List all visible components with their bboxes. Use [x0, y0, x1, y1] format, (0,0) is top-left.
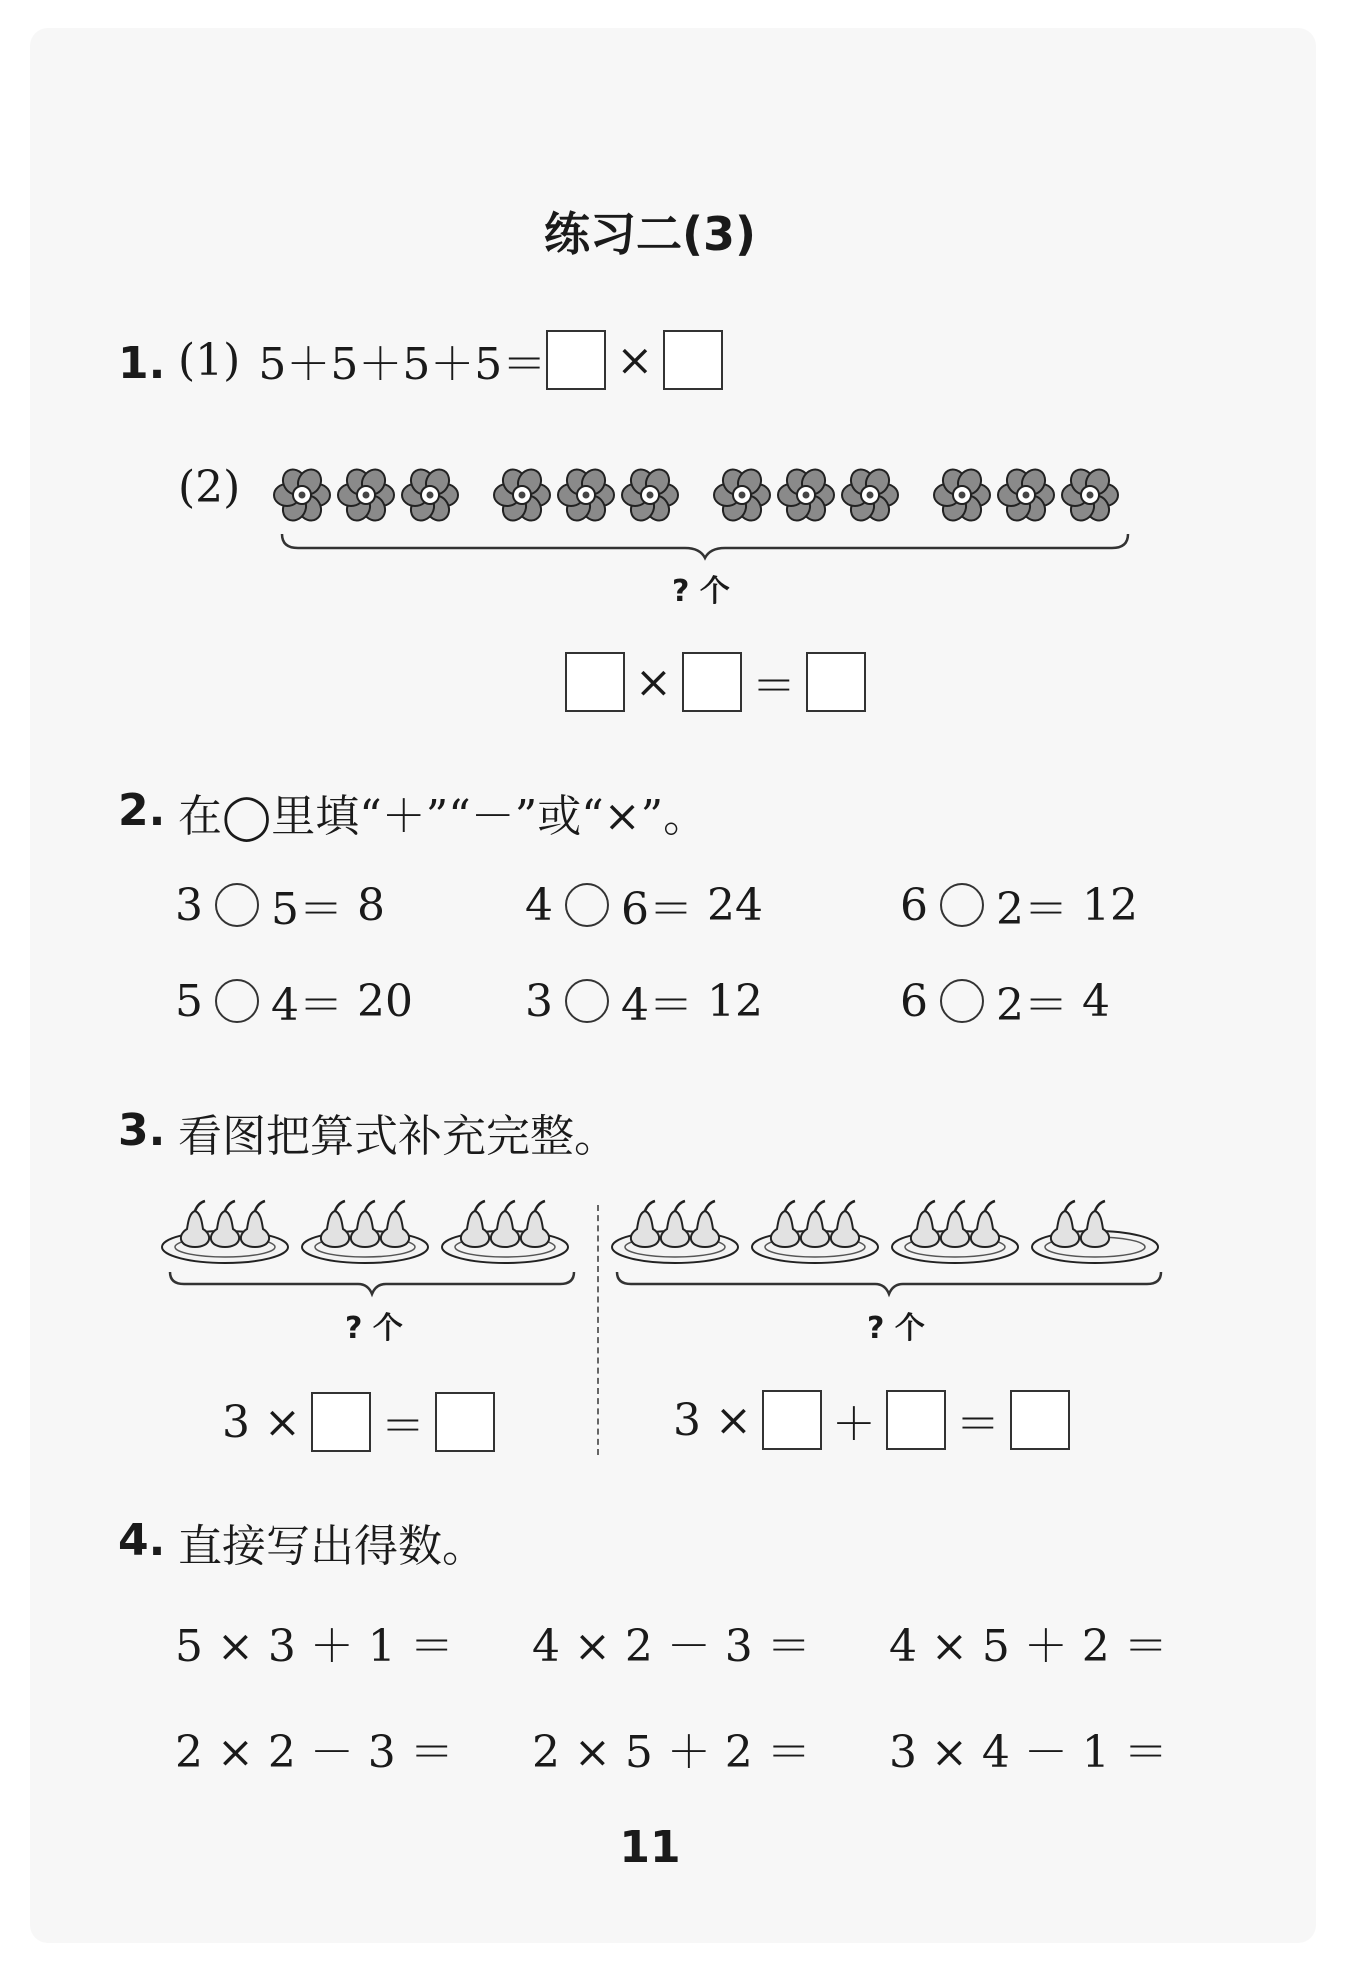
pear-icon	[1081, 1201, 1109, 1247]
pear-icon	[461, 1201, 489, 1247]
answer-box[interactable]	[565, 652, 625, 712]
operator-circle[interactable]	[940, 883, 984, 927]
pear-icon	[831, 1201, 859, 1247]
flower-icon	[338, 465, 394, 524]
operator-circle[interactable]	[565, 979, 609, 1023]
q3-left-label: ? 个	[345, 1311, 403, 1346]
q4-row	[175, 1716, 1225, 1780]
operator-circle[interactable]	[565, 883, 609, 927]
pear-icon	[941, 1201, 969, 1247]
q4-item: 4 × 2 － 3 ＝	[532, 1621, 811, 1672]
q4-item: 4 × 5 ＋ 2 ＝	[889, 1621, 1168, 1672]
q1-part2-equation	[565, 650, 866, 714]
pear-icon	[321, 1201, 349, 1247]
q3-left-equation: 3 × ＝	[222, 1390, 495, 1454]
q2-item: 6 2＝ 12	[900, 879, 1138, 935]
pear-icon	[351, 1201, 379, 1247]
pear-icon	[211, 1201, 239, 1247]
pear-icon	[241, 1201, 269, 1247]
q3-right-brace	[615, 1268, 1165, 1298]
q3-left-brace	[168, 1268, 578, 1298]
pear-icon	[771, 1201, 799, 1247]
q2-item: 5 4＝ 20	[175, 975, 413, 1031]
times-sign: ×	[635, 656, 672, 708]
q1-part1-expression: 5＋5＋5＋5＝	[258, 339, 547, 390]
q4-item: 2 × 2 － 3 ＝	[175, 1727, 454, 1778]
answer-box[interactable]	[682, 652, 742, 712]
q1-brace	[280, 530, 1130, 560]
plate-icon	[442, 1201, 568, 1263]
pear-icon	[1051, 1201, 1079, 1247]
q3-instruction: 看图把算式补充完整。	[178, 1111, 618, 1162]
plate-icon	[162, 1201, 288, 1263]
flower-icon	[402, 465, 458, 524]
q1-part1-equation	[178, 328, 723, 392]
flower-icon	[714, 465, 770, 524]
q2-row	[175, 875, 1225, 935]
plate-icon	[302, 1201, 428, 1263]
q2-item: 4 6＝ 24	[525, 879, 763, 935]
q2-grid	[175, 875, 1225, 1031]
plate-icon	[892, 1201, 1018, 1263]
q4-row	[175, 1610, 1225, 1674]
pear-plates-left	[160, 1195, 580, 1275]
q4-grid	[175, 1610, 1225, 1780]
q3-right-equation: 3 × ＋ ＝	[673, 1388, 1070, 1452]
answer-box[interactable]	[762, 1390, 822, 1450]
answer-box[interactable]	[435, 1392, 495, 1452]
q2-instruction: 在◯里填“＋”“－”或“×”。	[178, 791, 708, 842]
page-number: 11	[619, 1822, 681, 1873]
q3-number: 3.	[118, 1105, 166, 1156]
answer-box[interactable]	[546, 330, 606, 390]
pear-icon	[521, 1201, 549, 1247]
pear-plates-right	[610, 1195, 1175, 1275]
times-sign: ×	[616, 334, 654, 386]
flower-row	[270, 462, 1140, 532]
q3-right-label: ? 个	[867, 1311, 925, 1346]
answer-box[interactable]	[1010, 1390, 1070, 1450]
pear-icon	[971, 1201, 999, 1247]
answer-box[interactable]	[311, 1392, 371, 1452]
pear-icon	[491, 1201, 519, 1247]
pear-icon	[691, 1201, 719, 1247]
q2-row	[175, 971, 1225, 1031]
q4-item: 5 × 3 ＋ 1 ＝	[175, 1621, 454, 1672]
q1-brace-label: ? 个	[672, 574, 730, 609]
operator-circle[interactable]	[940, 979, 984, 1023]
pear-icon	[661, 1201, 689, 1247]
pear-icon	[911, 1201, 939, 1247]
q4-item: 2 × 5 ＋ 2 ＝	[532, 1727, 811, 1778]
flower-icon	[494, 465, 550, 524]
q2-item: 3 4＝ 12	[525, 975, 763, 1031]
q2-number: 2.	[118, 785, 166, 836]
equals-sign: ＝	[751, 661, 796, 712]
answer-box[interactable]	[806, 652, 866, 712]
answer-box[interactable]	[663, 330, 723, 390]
q4-item: 3 × 4 － 1 ＝	[889, 1727, 1168, 1778]
divider-line	[597, 1205, 599, 1455]
plate-icon	[752, 1201, 878, 1263]
q1-part2-label: (2)	[178, 462, 241, 513]
pear-icon	[381, 1201, 409, 1247]
plate-icon	[612, 1201, 738, 1263]
flower-icon	[778, 465, 834, 524]
plate-icon	[1032, 1201, 1158, 1263]
flower-icon	[998, 465, 1054, 524]
q1-part1-label: (1)	[178, 334, 241, 386]
flower-icon	[558, 465, 614, 524]
q2-item: 6 2＝ 4	[900, 975, 1110, 1031]
flower-icon	[1062, 465, 1118, 524]
flower-icon	[622, 465, 678, 524]
q2-item: 3 5＝ 8	[175, 879, 385, 935]
pear-icon	[801, 1201, 829, 1247]
q4-instruction: 直接写出得数。	[178, 1521, 486, 1572]
flower-icon	[274, 465, 330, 524]
operator-circle[interactable]	[215, 883, 259, 927]
operator-circle[interactable]	[215, 979, 259, 1023]
pear-icon	[631, 1201, 659, 1247]
pear-icon	[181, 1201, 209, 1247]
q1-number: 1.	[118, 338, 166, 389]
flower-icon	[842, 465, 898, 524]
answer-box[interactable]	[886, 1390, 946, 1450]
q4-number: 4.	[118, 1515, 166, 1566]
flower-icon	[934, 465, 990, 524]
page-title: 练习二(3)	[543, 207, 757, 261]
